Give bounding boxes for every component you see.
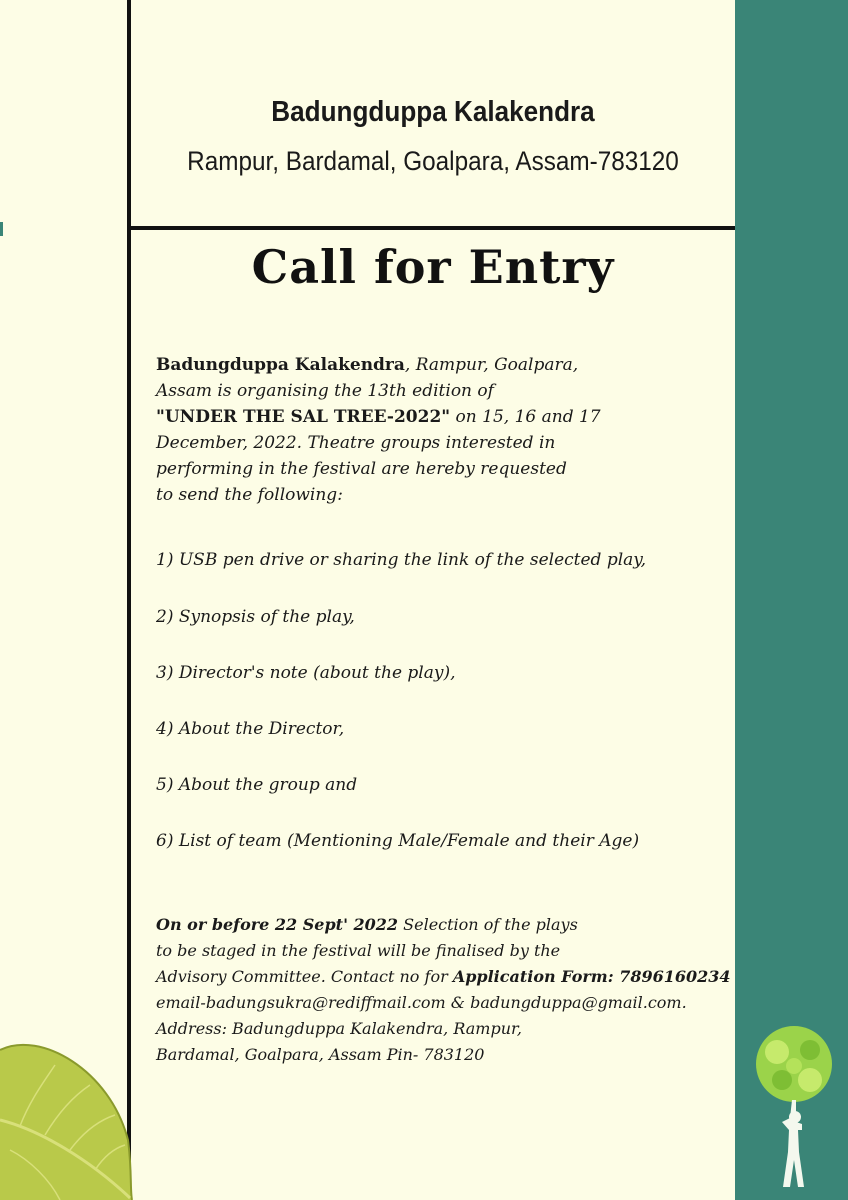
address-line-2: Bardamal, Goalpara, Assam Pin- 783120 xyxy=(156,1045,485,1064)
page-title: Call for Entry xyxy=(251,240,615,294)
intro-line-4: December, 2022. Theatre groups interested in xyxy=(156,433,556,453)
requirement-item: 6) List of team (Mentioning Male/Female and their Age) xyxy=(156,831,640,851)
intro-paragraph xyxy=(156,352,756,508)
leaf-icon xyxy=(0,1030,135,1200)
footer-line-1: Selection of the plays xyxy=(398,915,578,934)
intro-line-3: on 15, 16 and 17 xyxy=(450,407,601,427)
edge-mark xyxy=(0,222,3,236)
requirement-item: 1) USB pen drive or sharing the link of the selected play, xyxy=(156,550,647,570)
footer-line-2: to be staged in the festival will be finalised by the xyxy=(156,941,561,960)
tree-logo-icon xyxy=(752,1022,837,1192)
org-name: Badungduppa Kalakendra xyxy=(271,96,595,128)
org-address: Rampur, Bardamal, Goalpara, Assam-783120 xyxy=(187,146,679,176)
intro-line-2: Assam is organising the 13th edition of xyxy=(156,381,494,401)
deadline: On or before 22 Sept' 2022 xyxy=(156,915,399,934)
festival-name: "UNDER THE SAL TREE-2022" xyxy=(156,407,451,427)
vertical-rule xyxy=(127,0,131,1200)
requirement-item: 5) About the group and xyxy=(156,775,358,795)
intro-line-6: to send the following: xyxy=(156,485,343,505)
requirement-item: 4) About the Director, xyxy=(156,719,345,739)
requirement-item: 3) Director's note (about the play), xyxy=(156,663,456,683)
requirement-item: 2) Synopsis of the play, xyxy=(156,607,355,627)
application-contact: Application Form: 7896160234 xyxy=(452,967,731,986)
intro-org-name: Badungduppa Kalakendra xyxy=(156,355,405,375)
email-line: email-badungsukra@rediffmail.com & badungduppa@gmail.com. xyxy=(156,993,687,1012)
footer-paragraph xyxy=(156,912,756,1068)
horizontal-rule xyxy=(127,226,735,230)
intro-line-1: , Rampur, Goalpara, xyxy=(404,355,579,375)
intro-line-5: performing in the festival are hereby requested xyxy=(156,459,567,479)
address-line-1: Address: Badungduppa Kalakendra, Rampur, xyxy=(156,1019,522,1038)
footer-line-3: Advisory Committee. Contact no for xyxy=(156,967,453,986)
